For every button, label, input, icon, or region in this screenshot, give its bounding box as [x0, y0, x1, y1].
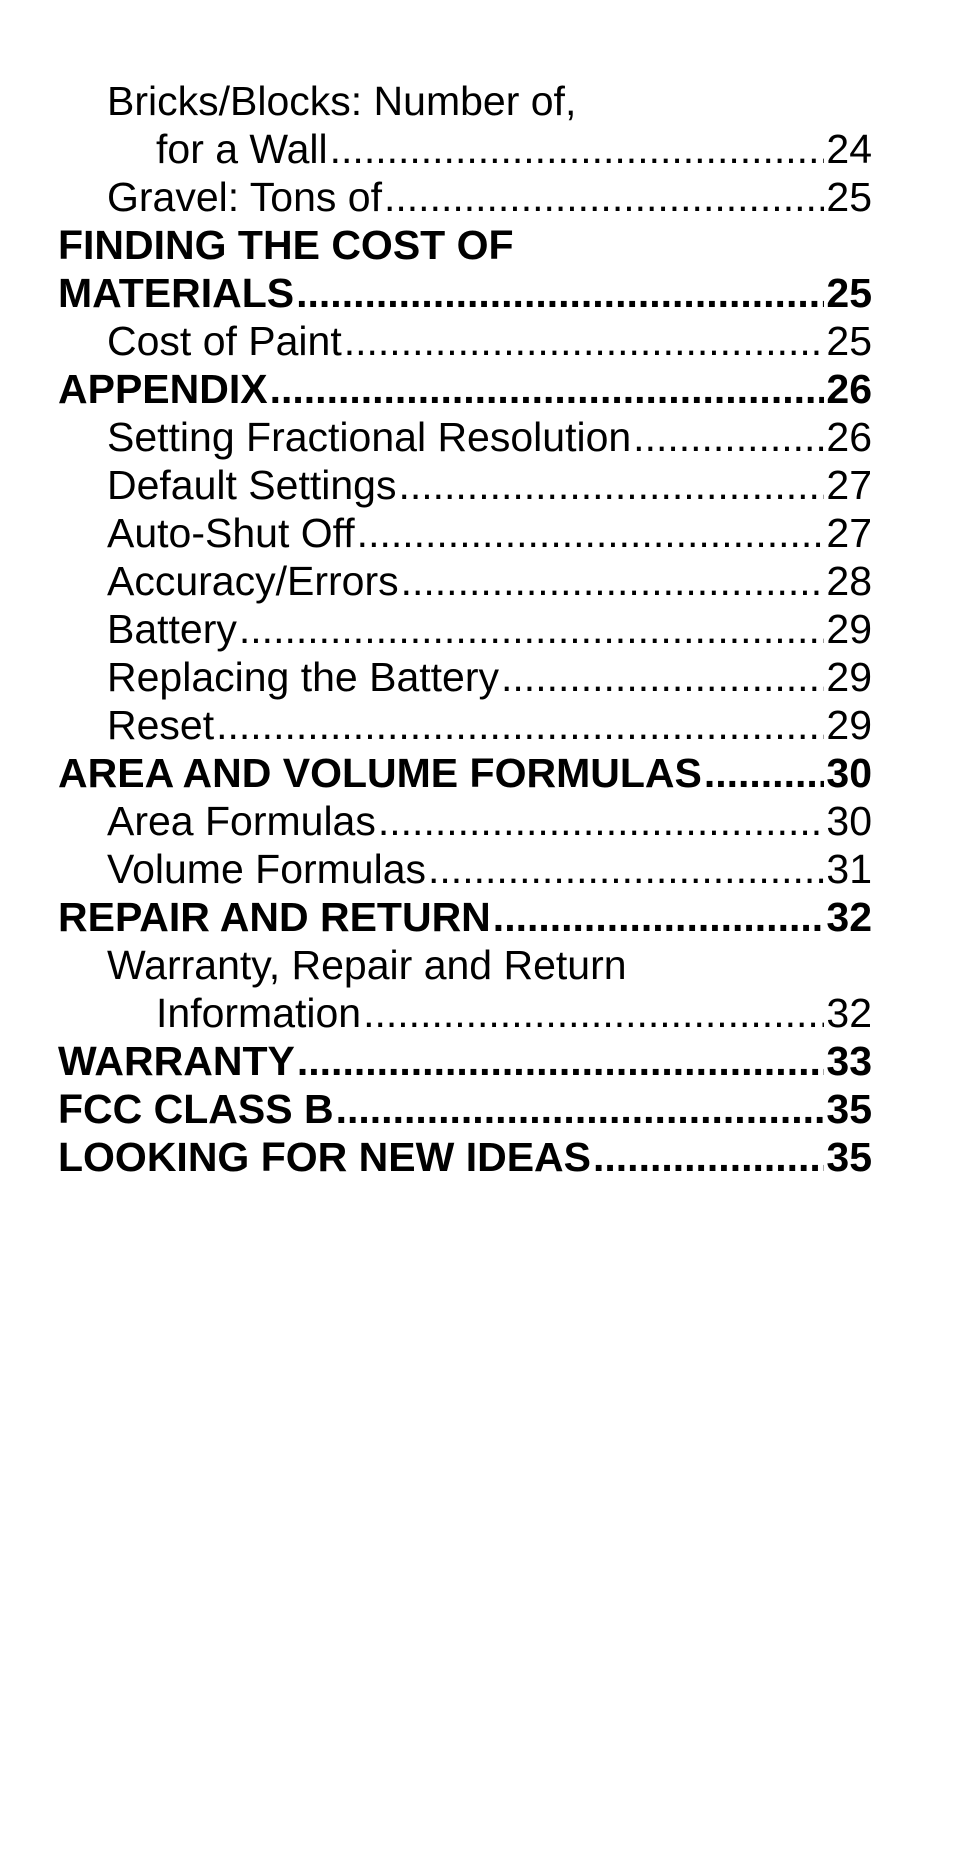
toc-page-number: 25 [826, 174, 872, 220]
toc-entry-title: Bricks/Blocks: Number of, [107, 78, 577, 124]
toc-entry-title: Battery [107, 606, 237, 652]
toc-page-number: 31 [826, 846, 872, 892]
toc-dot-leader [704, 749, 825, 797]
toc-page-number: 30 [826, 798, 872, 844]
toc-entry-title: Volume Formulas [107, 846, 427, 892]
toc-entry [58, 845, 872, 893]
toc-dot-leader [384, 173, 824, 221]
toc-entry-title: Default Settings [107, 462, 397, 508]
toc-entry [58, 605, 872, 653]
toc-entry-title: Accuracy/Errors [107, 558, 399, 604]
toc-entry-title: Auto-Shut Off [107, 510, 355, 556]
toc-page-number: 27 [826, 462, 872, 508]
toc-section-heading [58, 1085, 872, 1133]
toc-entry [58, 941, 872, 989]
toc-entry [58, 701, 872, 749]
toc-page-number: 29 [826, 654, 872, 700]
toc-section-heading [58, 1037, 872, 1085]
toc-entry [58, 413, 872, 461]
toc-section-heading [58, 221, 872, 269]
toc-dot-leader [401, 557, 825, 605]
toc-dot-leader [270, 365, 825, 413]
toc-page-number: 25 [826, 318, 872, 364]
toc-page-number: 33 [826, 1038, 872, 1084]
toc-entry [58, 797, 872, 845]
toc-page-number: 24 [826, 126, 872, 172]
toc-entry [58, 173, 872, 221]
toc-dot-leader [330, 125, 825, 173]
toc-dot-leader [398, 461, 824, 509]
toc-page-number: 27 [826, 510, 872, 556]
toc-entry [58, 461, 872, 509]
toc-dot-leader [378, 797, 825, 845]
toc-entry-title: MATERIALS [58, 270, 295, 316]
toc-entry-title: FCC CLASS B [58, 1086, 334, 1132]
toc-entry-title: FINDING THE COST OF [58, 222, 514, 268]
toc-entry [58, 989, 872, 1037]
toc-dot-leader [297, 1037, 825, 1085]
toc-dot-leader [493, 893, 825, 941]
toc-dot-leader [216, 701, 824, 749]
toc-entry-title: Reset [107, 702, 215, 748]
toc-section-heading [58, 749, 872, 797]
toc-entry-title: for a Wall [156, 126, 328, 172]
toc-entry-title: Area Formulas [107, 798, 376, 844]
toc-page-number: 32 [826, 990, 872, 1036]
toc-page-number: 35 [826, 1134, 872, 1180]
toc-entry [58, 653, 872, 701]
toc-entry-title: APPENDIX [58, 366, 268, 412]
toc-dot-leader [357, 509, 825, 557]
toc-section-heading [58, 893, 872, 941]
toc-dot-leader [296, 269, 824, 317]
toc-page-number: 28 [826, 558, 872, 604]
toc-entry-title: LOOKING FOR NEW IDEAS [58, 1134, 591, 1180]
toc-section-heading [58, 365, 872, 413]
toc-page-number: 29 [826, 606, 872, 652]
toc-dot-leader [501, 653, 824, 701]
toc-dot-leader [593, 1133, 824, 1181]
toc-section-heading [58, 1133, 872, 1181]
toc-entry [58, 317, 872, 365]
toc-dot-leader [336, 1085, 825, 1133]
toc-page-number: 29 [826, 702, 872, 748]
toc-page-number: 30 [826, 750, 872, 796]
toc-entry-title: Replacing the Battery [107, 654, 500, 700]
table-of-contents [58, 77, 872, 1181]
toc-entry [58, 557, 872, 605]
toc-entry [58, 77, 872, 125]
toc-dot-leader [239, 605, 825, 653]
toc-entry [58, 125, 872, 173]
toc-entry-title: Cost of Paint [107, 318, 342, 364]
toc-entry-title: REPAIR AND RETURN [58, 894, 491, 940]
toc-entry-title: Setting Fractional Resolution [107, 414, 632, 460]
toc-page-number: 25 [826, 270, 872, 316]
toc-section-heading [58, 269, 872, 317]
toc-entry-title: AREA AND VOLUME FORMULAS [58, 750, 702, 796]
toc-entry-title: Gravel: Tons of [107, 174, 382, 220]
toc-page-number: 35 [826, 1086, 872, 1132]
toc-page-number: 26 [826, 414, 872, 460]
toc-dot-leader [428, 845, 824, 893]
toc-entry-title: WARRANTY [58, 1038, 295, 1084]
toc-entry-title: Warranty, Repair and Return [107, 942, 627, 988]
toc-entry-title: Information [156, 990, 362, 1036]
toc-dot-leader [344, 317, 825, 365]
toc-page-number: 32 [826, 894, 872, 940]
toc-page-number: 26 [826, 366, 872, 412]
toc-entry [58, 509, 872, 557]
toc-dot-leader [363, 989, 824, 1037]
toc-dot-leader [633, 413, 824, 461]
